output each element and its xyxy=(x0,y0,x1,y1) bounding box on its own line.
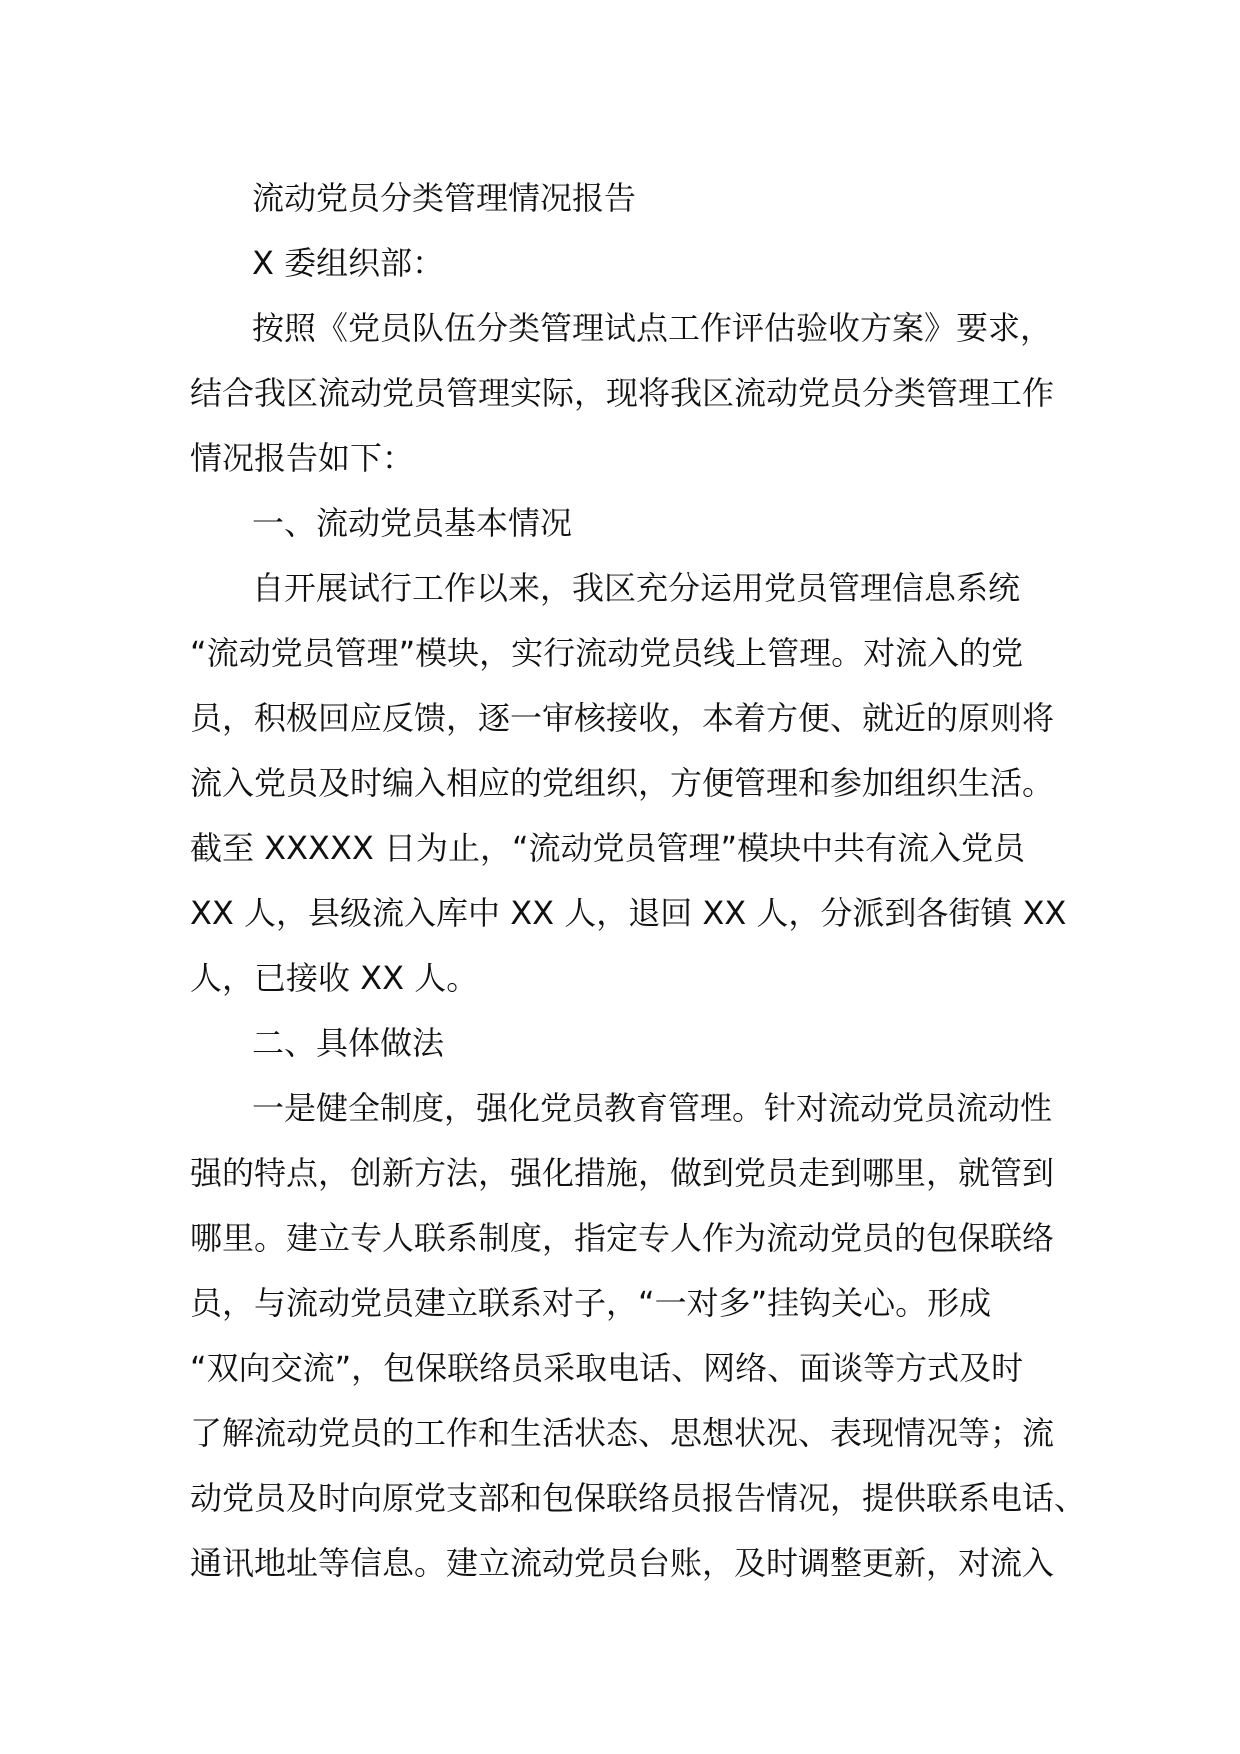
paragraph-line: 截至 XXXXX 日为止，“流动党员管理”模块中共有流入党员 xyxy=(190,829,1026,867)
paragraph-line: 情况报告如下： xyxy=(190,439,415,477)
paragraph-line: 按照《党员队伍分类管理试点工作评估验收方案》要求， xyxy=(252,309,1053,347)
salutation: X 委组织部： xyxy=(252,244,445,282)
paragraph-line: 一是健全制度，强化党员教育管理。针对流动党员流动性 xyxy=(252,1089,1053,1127)
paragraph-line: “双向交流”，包保联络员采取电话、网络、面谈等方式及时 xyxy=(190,1349,1024,1387)
document-body xyxy=(190,166,1087,1596)
paragraph-line: XX 人，县级流入库中 XX 人，退回 XX 人，分派到各街镇 XX xyxy=(190,894,1067,932)
paragraph-line: 人，已接收 XX 人。 xyxy=(190,959,479,997)
paragraph-line: 员，与流动党员建立联系对子，“一对多”挂钩关心。形成 xyxy=(190,1284,992,1322)
paragraph-line: 自开展试行工作以来，我区充分运用党员管理信息系统 xyxy=(252,569,1021,607)
paragraph-line: 了解流动党员的工作和生活状态、思想状况、表现情况等；流 xyxy=(190,1414,1055,1452)
paragraph-line: 流入党员及时编入相应的党组织，方便管理和参加组织生活。 xyxy=(190,764,1055,802)
paragraph-line: 员，积极回应反馈，逐一审核接收，本着方便、就近的原则将 xyxy=(190,699,1055,737)
paragraph-line: 通讯地址等信息。建立流动党员台账，及时调整更新，对流入 xyxy=(190,1544,1055,1582)
document-title: 流动党员分类管理情况报告 xyxy=(252,179,637,217)
paragraph-line: 结合我区流动党员管理实际，现将我区流动党员分类管理工作 xyxy=(190,374,1055,412)
paragraph-line: 哪里。建立专人联系制度，指定专人作为流动党员的包保联络 xyxy=(190,1219,1055,1257)
paragraph-line: “流动党员管理”模块，实行流动党员线上管理。对流入的党 xyxy=(190,634,1024,672)
section-heading: 二、具体做法 xyxy=(252,1024,445,1062)
paragraph-line: 强的特点，创新方法，强化措施，做到党员走到哪里，就管到 xyxy=(190,1154,1055,1192)
paragraph-line: 动党员及时向原党支部和包保联络员报告情况，提供联系电话、 xyxy=(190,1479,1087,1517)
section-heading: 一、流动党员基本情况 xyxy=(252,504,573,542)
